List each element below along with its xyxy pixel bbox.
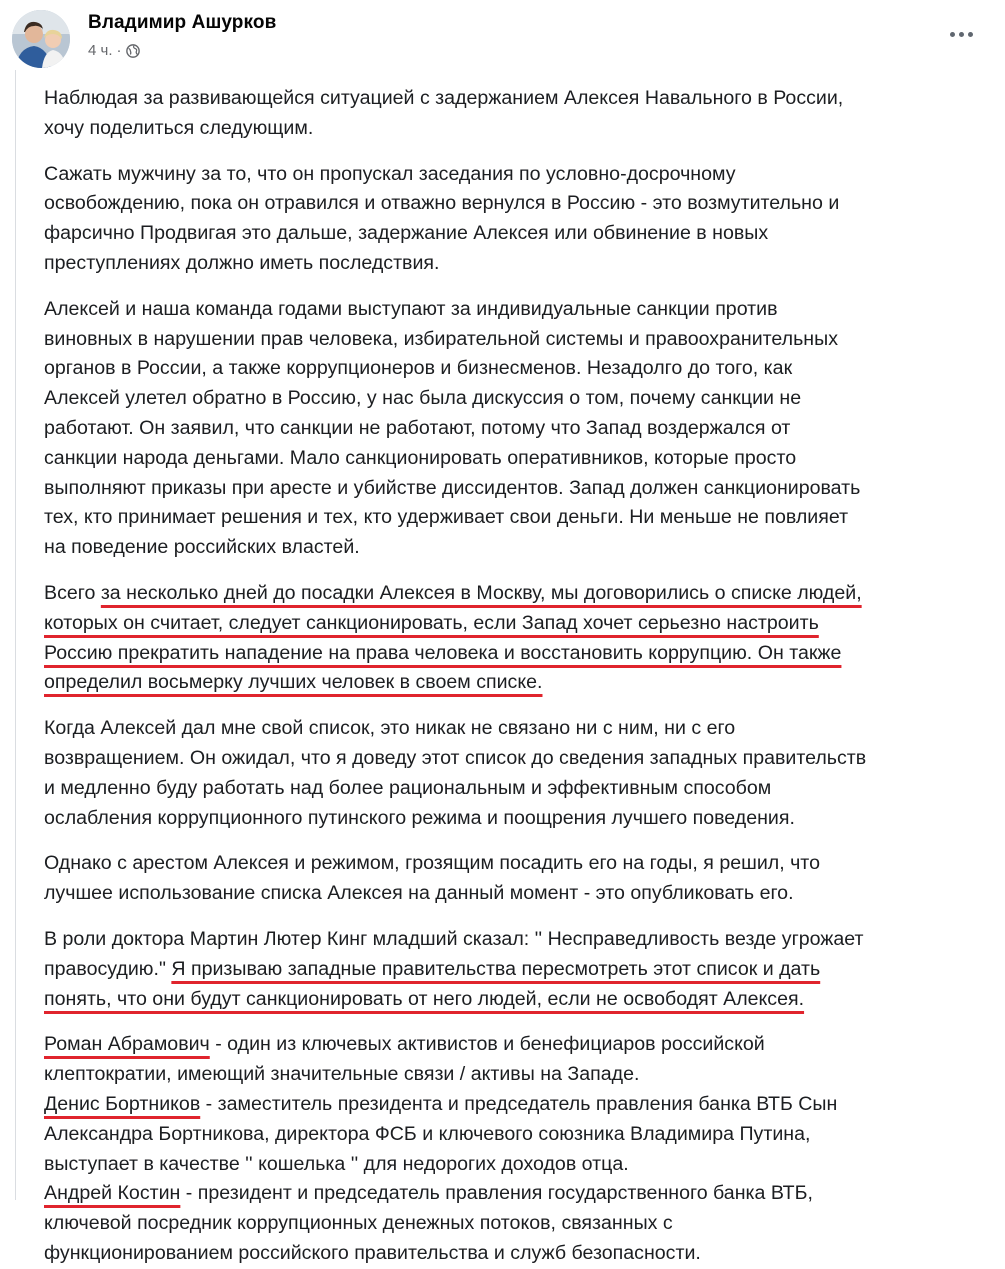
post-meta	[88, 42, 140, 59]
post-time[interactable]: 4 ч.	[88, 42, 113, 59]
paragraph-2: Сажать мужчину за то, что он пропускал заседания по условно-досрочному освобождению, пока он отравился и отважно вернулся в Россию - это возмутительно и фарсично Продвигая это дальше, задержание Алексея или обвинение в новых преступлениях должно иметь последствия.	[44, 162, 840, 274]
person-description: - заместитель президента и председатель правления банка ВТБ Сын Александра Бортникова, директора ФСБ и ключевого союзника Владимира Путина, выступает в качестве '' кошелька '' для недорогих доходов отца.	[44, 1092, 838, 1175]
more-options-button[interactable]	[947, 24, 975, 44]
list-item	[44, 1090, 984, 1179]
person-description: - президент и председатель правления государственного банка ВТБ, ключевой посредник коррупционных денежных потоков, связанных с функционированием российского правительства и служб безопасности.	[44, 1182, 813, 1264]
highlighted-text: Я призываю западные правительства пересмотреть этот список и дать понять, что они будут санкционировать от него людей, если не освободят Алексея.	[44, 957, 821, 1010]
paragraph-1: Наблюдая за развивающейся ситуацией с задержанием Алексея Навального в России, хочу поделиться следующим.	[44, 87, 844, 139]
person-name: Андрей Костин	[44, 1182, 181, 1205]
person-name: Роман Абрамович	[44, 1033, 210, 1056]
avatar[interactable]	[12, 10, 70, 68]
highlighted-text: за несколько дней до посадки Алексея в Москву, мы договорились о списке людей, которых он считает, следует санкционировать, если Запад хочет серьезно настроить Россию прекратить нападение на права человека и восстановить коррупцию. Он также определил восьмерку лучших человек в своем списке.	[44, 581, 862, 694]
more-options-icon-dot	[959, 32, 964, 37]
profile-photo	[12, 10, 70, 68]
list-item	[44, 1030, 984, 1090]
more-options-icon-dot	[968, 32, 973, 37]
person-description: - один из ключевых активистов и бенефициаров российской клептократии, имеющий значительные связи / активы на Западе.	[44, 1033, 765, 1086]
paragraph-5: Когда Алексей дал мне свой список, это никак не связано ни с ним, ни с его возвращением. Он ожидал, что я доведу этот список до сведения западных правительств и медленно буду работать над более рациональным и эффективным способом ослабления коррупционного путинского режима и поощрения лучшего поведения.	[44, 717, 867, 829]
more-options-icon	[950, 32, 955, 37]
person-name: Денис Бортников	[44, 1092, 201, 1115]
meta-separator: ·	[116, 42, 122, 59]
paragraph-7	[44, 925, 984, 1014]
paragraph-6: Однако с арестом Алексея и режимом, грозящим посадить его на годы, я решил, что лучшее использование списка Алексея на данный момент - это опубликовать его.	[44, 852, 820, 905]
author-name[interactable]: Владимир Ашурков	[88, 12, 277, 33]
list-item	[44, 1179, 984, 1268]
paragraph-4	[44, 579, 984, 698]
globe-icon[interactable]	[126, 44, 140, 58]
post-body	[44, 84, 984, 1269]
paragraph-3: Алексей и наша команда годами выступают за индивидуальные санкции против виновных в нарушении прав человека, избирательной системы и правоохранительных органов в России, а также коррупционеров и бизнесменов. Незадолго до того, как Алексей улетел обратно в Россию, у нас была дискуссия о том, почему санкции не работают. Он заявил, что санкции не работают, потому что Запад воздержался от санкции народа деньгами. Мало санкционировать оперативников, которые просто выполняют приказы при аресте и убийстве диссидентов. Запад должен санкционировать тех, кто принимает решения и тех, кто удерживает свои деньги. Ни меньше не повлияет на поведение российских властей.	[44, 297, 861, 559]
thread-divider	[15, 70, 16, 1200]
quote-text: В роли доктора Мартин Лютер Кинг младший сказал: '' Несправедливость везде угрожает правосудию."	[44, 927, 864, 980]
paragraph-4-lead: Всего	[44, 581, 101, 604]
names-list	[44, 1030, 984, 1268]
